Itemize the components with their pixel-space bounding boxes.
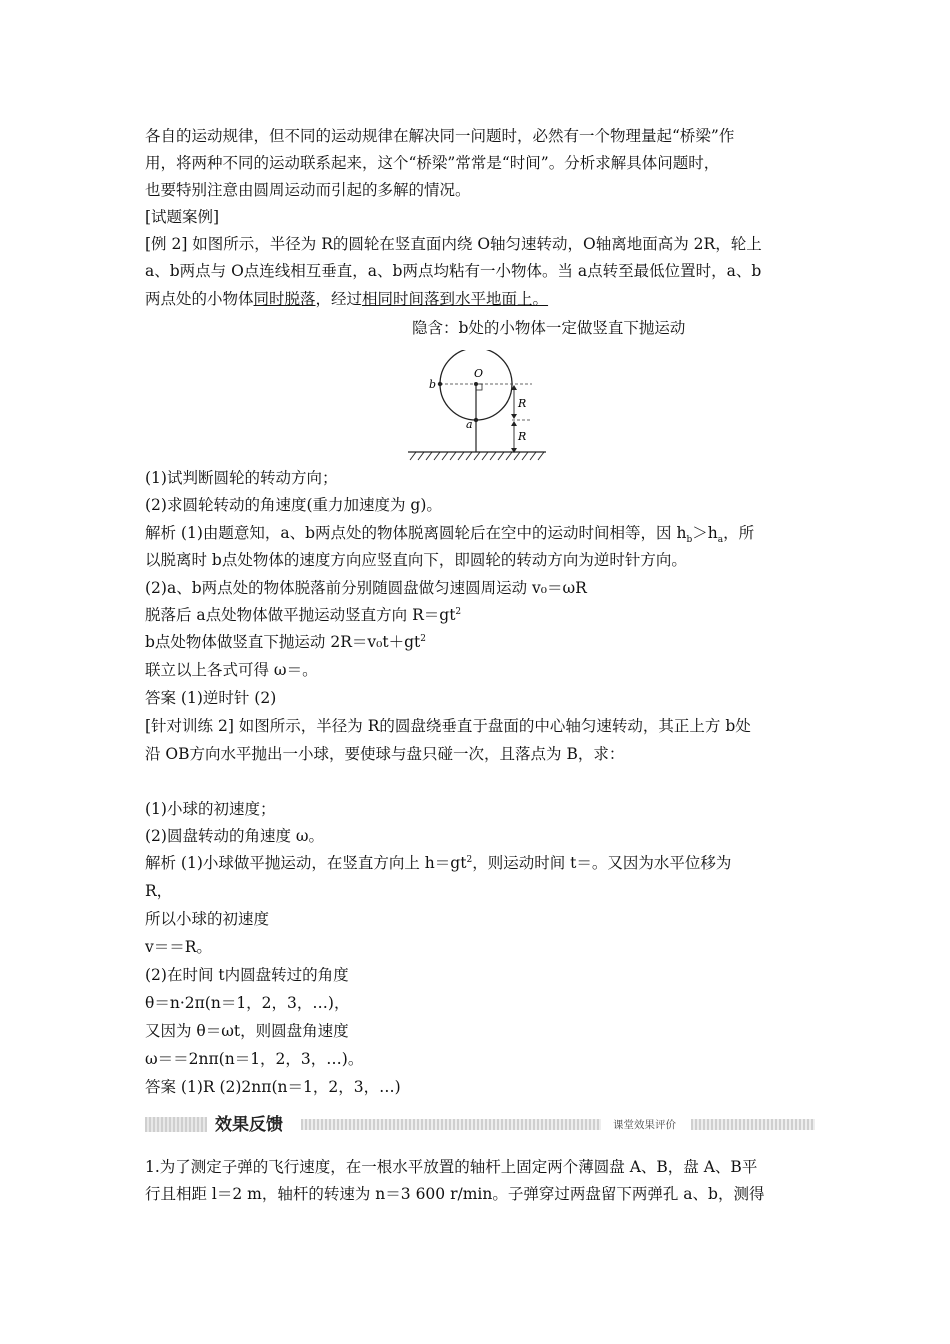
banner-subtitle: 课堂效果评价: [613, 1119, 676, 1131]
example2-solution-3: (2)a、b两点处的物体脱落前分别随圆盘做匀速圆周运动 v₀＝ωR: [145, 579, 587, 597]
label-r-upper: R: [518, 397, 527, 410]
section-heading: [试题案例]: [145, 208, 220, 226]
intro-line-3: 也要特别注意由圆周运动而引起的多解的情况。: [145, 181, 471, 199]
wheel-diagram-svg: [400, 350, 550, 462]
training2-solution-6: θ＝n·2π(n＝1，2，3，…)，: [145, 994, 350, 1012]
arrow-up-2: [511, 421, 517, 426]
example2-answer: 答案 (1)逆时针 (2): [145, 689, 277, 707]
center-point-o: [474, 382, 478, 386]
feedback-line-2: 行且相距 l＝2 m，轴杆的转速为 n＝3 600 r/min。子弹穿过两盘留下两弹孔 a、b，测得: [145, 1185, 765, 1203]
training2-answer: 答案 (1)R (2)2nπ(n＝1，2，3，…): [145, 1078, 401, 1096]
solution-1-sub-b: b: [686, 535, 693, 546]
example2-underline-2: 相同时间落到水平地面上。: [362, 290, 549, 308]
wheel-diagram: [400, 350, 550, 462]
example2-line-3-mid: ，经过: [315, 290, 363, 308]
solution-1-c: ，所: [723, 524, 755, 542]
banner-decor-middle: [301, 1119, 601, 1130]
banner-decor-right: [691, 1119, 815, 1130]
example2-solution-1: [145, 523, 755, 546]
example2-solution-4: [145, 605, 461, 625]
solution-1-sub-a: a: [717, 535, 724, 546]
training2-solution-1: [145, 853, 731, 873]
solution-5-text: b点处物体做竖直下抛运动 2R＝v₀t＋gt: [145, 633, 421, 651]
training2-solution-4: v＝＝R。: [145, 938, 212, 956]
example2-question-1: (1)试判断圆轮的转动方向；: [145, 469, 338, 487]
training2-line-1: [针对训练 2] 如图所示，半径为 R的圆盘绕垂直于盘面的中心轴匀速转动，其正上方 b处: [145, 717, 751, 735]
example2-question-2: (2)求圆轮转动的角速度(重力加速度为 g)。: [145, 496, 442, 514]
solution-4-text: 脱落后 a点处物体做平抛运动竖直方向 R＝gt: [145, 606, 456, 624]
solution-5-sup: 2: [420, 633, 426, 644]
training2-solution-7: 又因为 θ＝ωt，则圆盘角速度: [145, 1022, 349, 1040]
feedback-line-1: 1.为了测定子弹的飞行速度，在一根水平放置的轴杆上固定两个薄圆盘 A、B，盘 A、B平: [145, 1158, 758, 1176]
example2-line-3: [145, 289, 548, 309]
solution-1-b: ＞h: [692, 524, 718, 542]
solution-1-a: 解析 (1)由题意知，a、b两点处的物体脱离圆轮后在空中的运动时间相等，因 h: [145, 524, 687, 542]
intro-line-1: 各自的运动规律，但不同的运动规律在解决同一问题时，必然有一个物理量起“桥梁”作: [145, 127, 735, 145]
training-solution-1-a: 解析 (1)小球做平抛运动，在竖直方向上 h＝gt: [145, 854, 467, 872]
example2-line-2: a、b两点与 O点连线相互垂直，a、b两点均粘有一小物体。当 a点转至最低位置时，a、b: [145, 262, 762, 280]
intro-line-2: 用，将两种不同的运动联系起来，这个“桥梁”常常是“时间”。分析求解具体问题时，: [145, 154, 720, 172]
label-o: O: [474, 367, 484, 380]
training2-solution-8: ω＝＝2nπ(n＝1，2，3，…)。: [145, 1050, 364, 1068]
solution-4-sup: 2: [455, 606, 462, 617]
ground-hatching: [410, 452, 544, 460]
training2-solution-2: R，: [145, 882, 173, 900]
training2-question-2: (2)圆盘转动的角速度 ω。: [145, 827, 325, 845]
hint-note: 隐含：b处的小物体一定做竖直下抛运动: [412, 319, 686, 337]
point-a: [474, 418, 478, 422]
label-r-lower: R: [518, 430, 527, 443]
example2-underline-1: 同时脱落: [253, 290, 316, 308]
training2-solution-3: 所以小球的初速度: [145, 910, 270, 928]
example2-line-1: [例 2] 如图所示，半径为 R的圆轮在竖直面内绕 O轴匀速转动，O轴离地面高为 2R，轮上: [145, 235, 762, 253]
example2-solution-5: [145, 632, 426, 652]
label-a: a: [466, 418, 473, 431]
label-b: b: [429, 378, 437, 391]
point-b: [438, 382, 442, 386]
training2-question-1: (1)小球的初速度；: [145, 800, 276, 818]
training2-solution-5: (2)在时间 t内圆盘转过的角度: [145, 966, 349, 984]
feedback-banner: [145, 1114, 815, 1136]
training-solution-1-b: ，则运动时间 t＝。又因为水平位移为: [472, 854, 732, 872]
example2-line-3-pre: 两点处的小物体: [145, 290, 254, 308]
banner-title: 效果反馈: [215, 1115, 283, 1135]
example2-solution-2: 以脱离时 b点处物体的速度方向应竖直向下，即圆轮的转动方向为逆时针方向。: [145, 551, 687, 569]
banner-decor-left: [145, 1117, 207, 1132]
arrow-down-1: [511, 414, 517, 419]
training-solution-1-sup: 2: [466, 854, 473, 865]
training2-line-2: 沿 OB方向水平抛出一小球，要使球与盘只碰一次，且落点为 B，求：: [145, 745, 625, 763]
example2-solution-6: 联立以上各式可得 ω＝。: [145, 661, 318, 679]
